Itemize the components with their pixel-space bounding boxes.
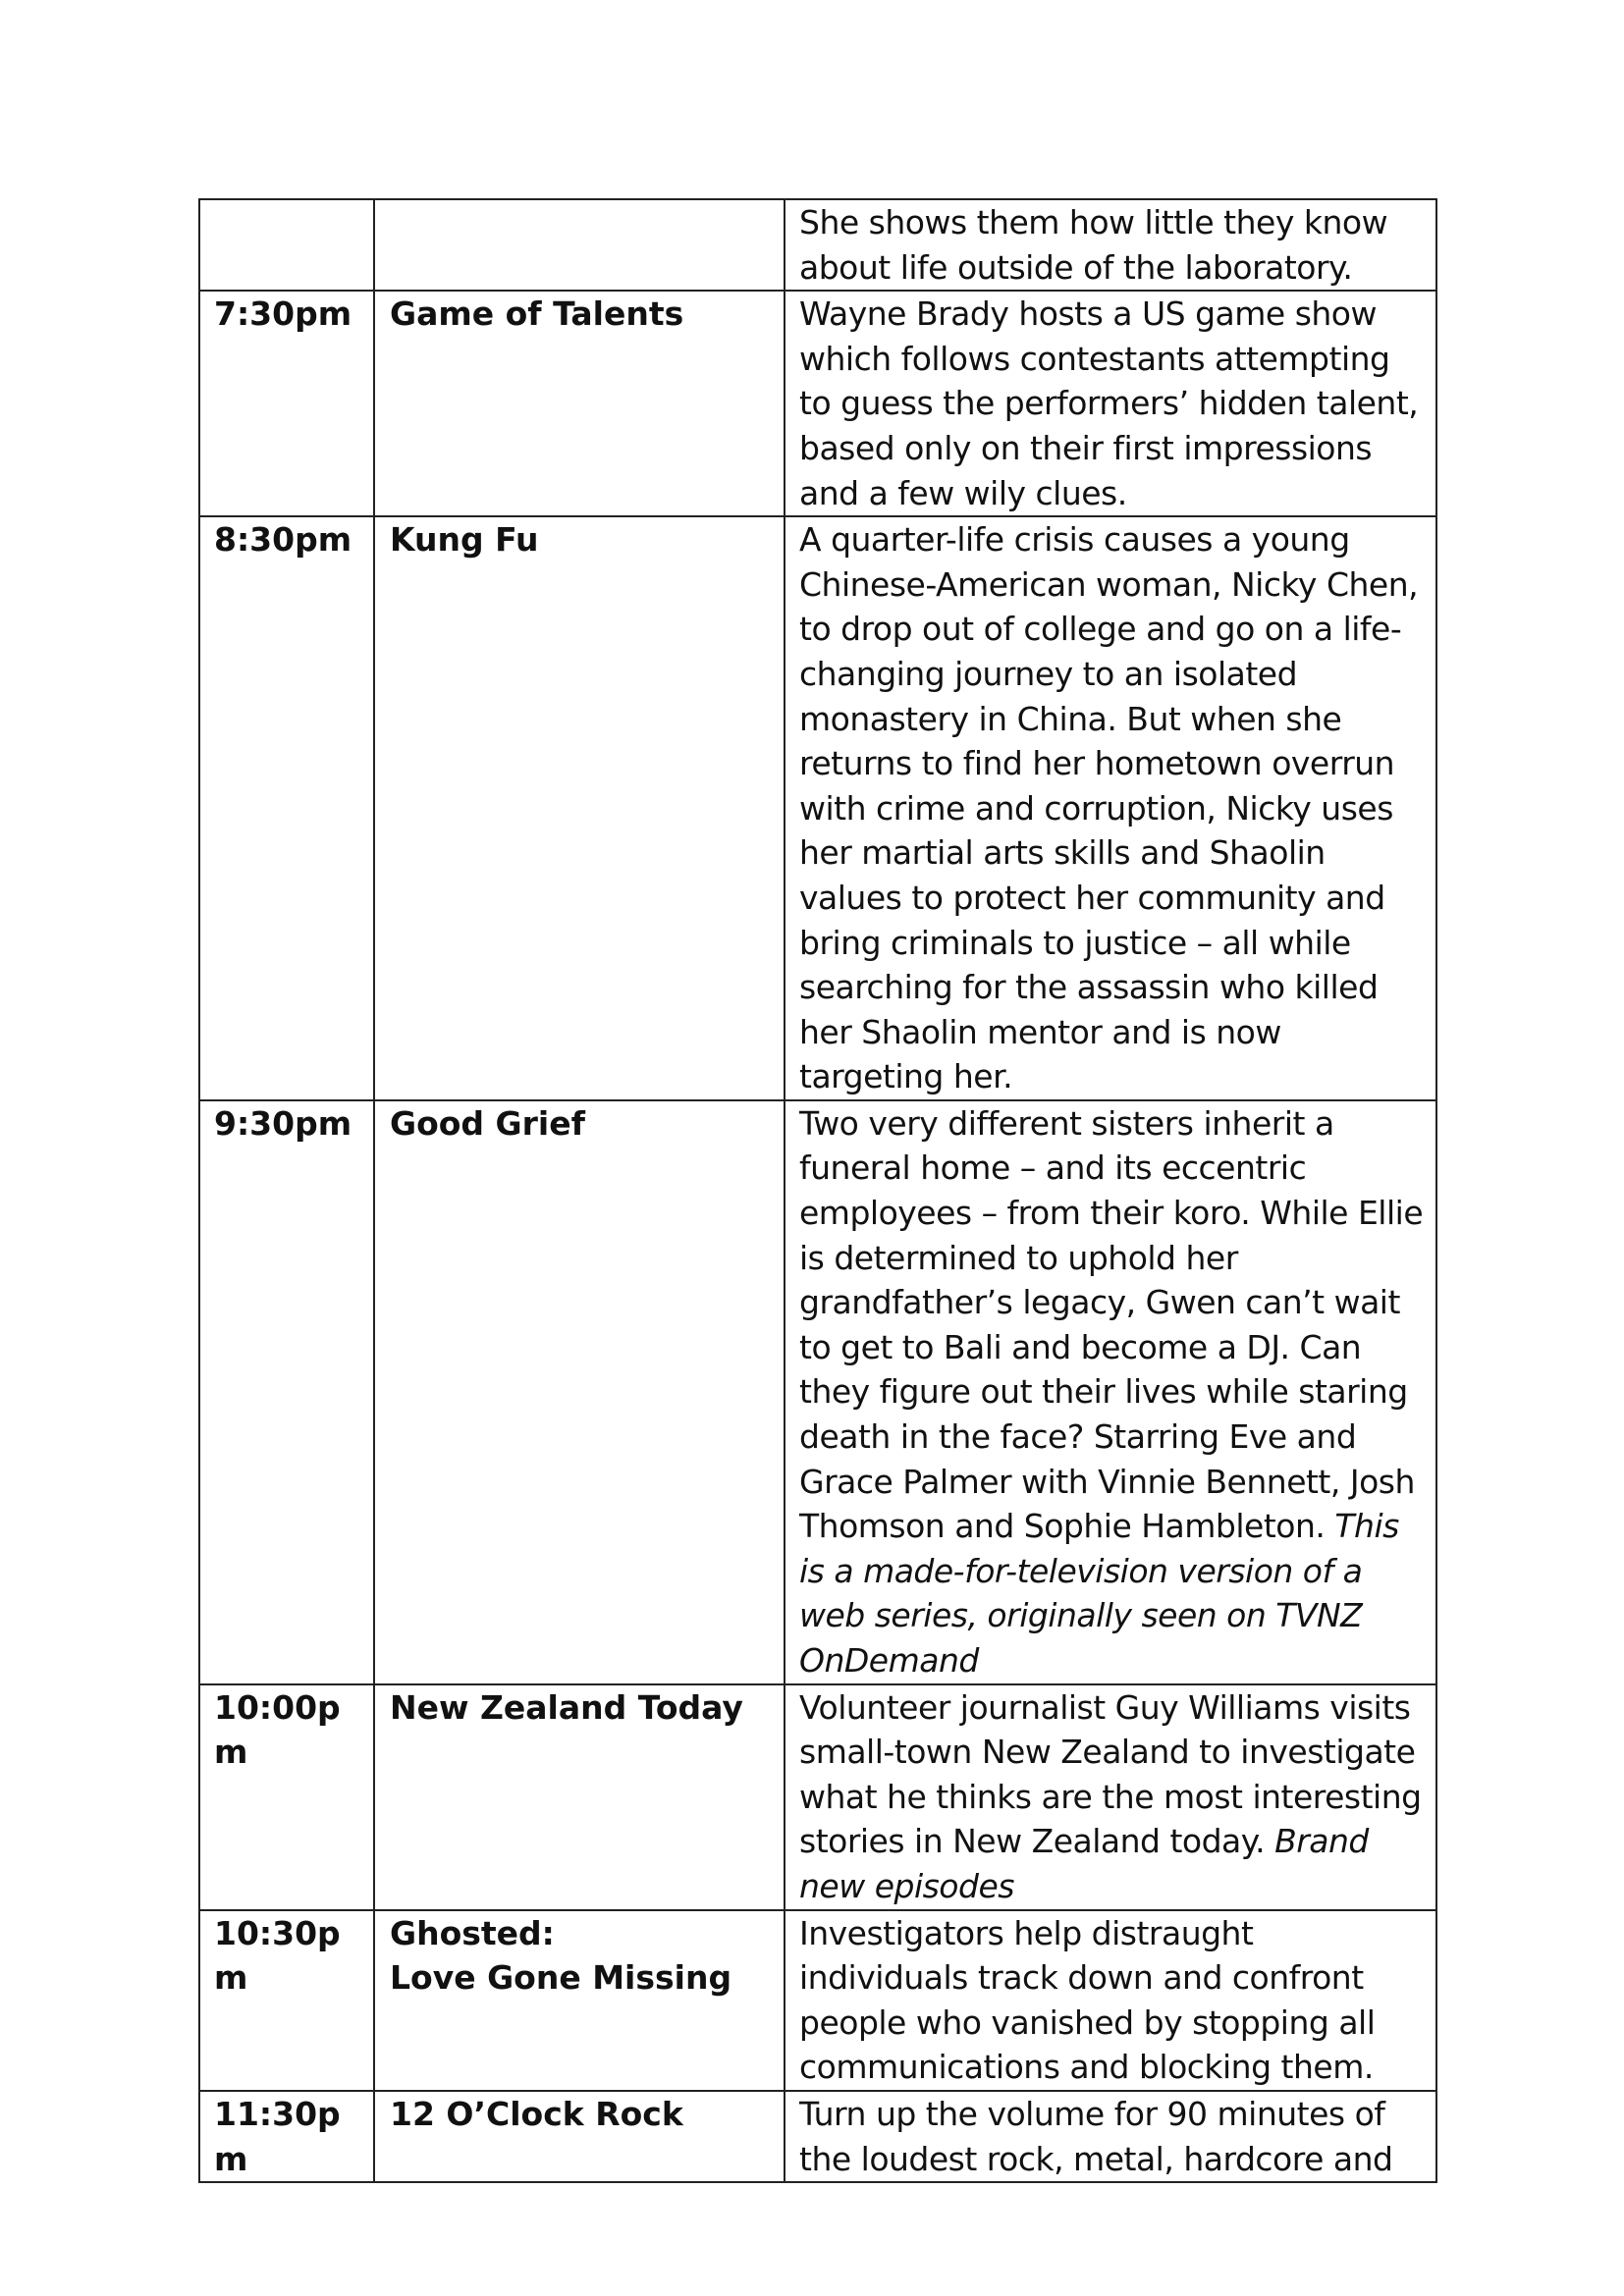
table-row (199, 516, 1436, 1100)
time-cell: 7:30pm (199, 291, 374, 516)
programme-title: New Zealand Today (390, 1687, 743, 1727)
table-row (199, 291, 1436, 516)
description-note: Brand new episodes (799, 1822, 1369, 1905)
description-cell (785, 291, 1436, 516)
programme-title: Good Grief (390, 1103, 585, 1143)
table-row (199, 1684, 1436, 1910)
programme-title: 12 O’Clock Rock (390, 2094, 683, 2133)
description-text: Two very different sisters inherit a funeral home – and its eccentric employees – from their koro. While Ellie is determined to uphold her grandfather’s legacy, Gwen can’t wait to get to Bali and become a DJ. Can they figure out their lives while staring death in the face? Starring Eve and Grace Palmer with Vinnie Bennett, Josh Thomson and Sophie Hambleton. (799, 1103, 1424, 1546)
description-cell (785, 1910, 1436, 2091)
table-row (199, 2091, 1436, 2182)
description-cell (785, 1100, 1436, 1684)
description-text: Volunteer journalist Guy Williams visits small-town New Zealand to investigate what he thinks are the most interesting stories in New Zealand today. (799, 1687, 1422, 1861)
table-row (199, 1910, 1436, 2091)
description-text: Investigators help distraught individuals track down and confront people who vanished by stopping all communications and blocking them. (799, 1913, 1376, 2087)
programme-title: Game of Talents (390, 294, 684, 334)
programme-cell (374, 1684, 785, 1910)
programme-title: Ghosted: (390, 1913, 555, 1952)
description-text: She shows them how little they know about life outside of the laboratory. (799, 203, 1388, 287)
description-text: Turn up the volume for 90 minutes of the loudest rock, metal, hardcore and (799, 2094, 1393, 2178)
programme-cell (374, 1910, 785, 2091)
time-cell: 11:30pm (199, 2091, 374, 2182)
programme-cell (374, 199, 785, 291)
programme-cell (374, 291, 785, 516)
programme-subtitle: Love Gone Missing (390, 1958, 732, 1998)
table-row (199, 199, 1436, 291)
programme-cell (374, 1100, 785, 1684)
description-cell (785, 2091, 1436, 2182)
programme-title: Kung Fu (390, 520, 539, 560)
time-cell: 10:30pm (199, 1910, 374, 2091)
description-text: Wayne Brady hosts a US game show which follows contestants attempting to guess the performers’ hidden talent, based only on their first impressions and a few wily clues. (799, 294, 1419, 512)
schedule-table (198, 198, 1437, 2183)
description-cell (785, 199, 1436, 291)
table-row (199, 1100, 1436, 1684)
programme-cell (374, 2091, 785, 2182)
description-cell (785, 1684, 1436, 1910)
description-note: This is a made-for-television version of a web series, originally seen on TVNZ OnDemand (799, 1507, 1399, 1680)
programme-cell (374, 516, 785, 1100)
time-cell: 8:30pm (199, 516, 374, 1100)
time-cell (199, 199, 374, 291)
time-cell: 9:30pm (199, 1100, 374, 1684)
description-cell (785, 516, 1436, 1100)
description-text: A quarter-life crisis causes a young Chinese-American woman, Nicky Chen, to drop out of college and go on a life-changing journey to an isolated monastery in China. But when she returns to find her hometown overrun with crime and corruption, Nicky uses her martial arts skills and Shaolin values to protect her community and bring criminals to justice – all while searching for the assassin who killed her Shaolin mentor and is now targeting her. (799, 520, 1419, 1096)
time-cell: 10:00pm (199, 1684, 374, 1910)
